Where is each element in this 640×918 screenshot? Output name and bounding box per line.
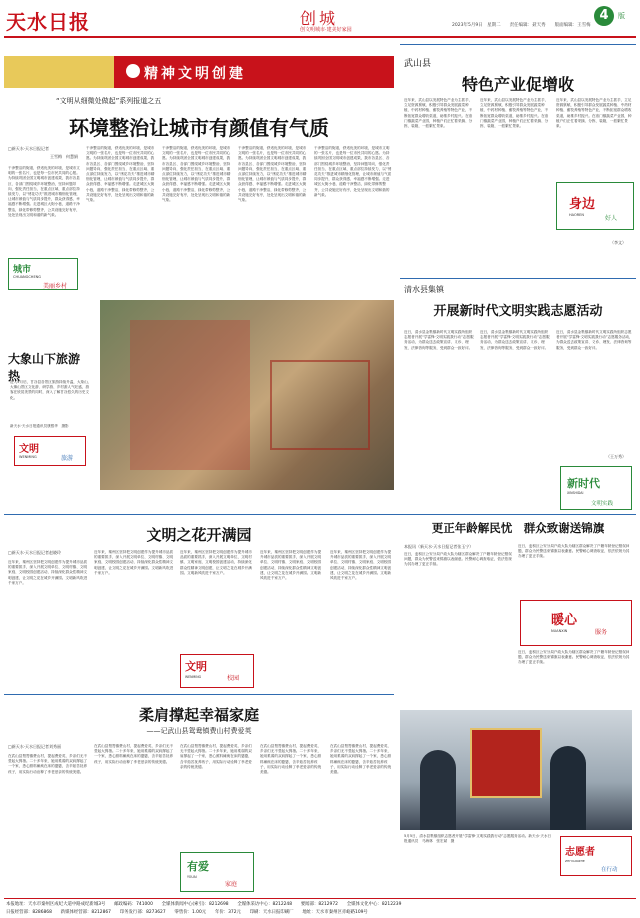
jianti-body-col3: 在武山县鸳鸯镇费山村，提起费爱英，乡亲们无不竖起大拇指。二十多年来，她用柔弱的双肩撑起了一个家，悉心照料瘫痪在床的婆婆，含辛茹苦抚养孩子，用实际行动诠释了孝老爱亲的传统美德。 (180, 744, 252, 769)
person-left (420, 750, 456, 830)
wenming-body-col2: 近年来，秦州区坚持把文明创建作为提升城市品质的重要抓手，深入开展文明单位、文明村镇、文明家庭、文明校园创建活动，持续深化群众性精神文明创建，让文明之花在城乡开满园。文明新风吹进千家万户。 (94, 550, 174, 575)
wenming-headline: 文明之花开满园 (146, 526, 252, 544)
stamp-tag: 旅游 (61, 455, 74, 462)
stamp-word: 暖心 (551, 613, 578, 628)
jianti-body-col2: 在武山县鸳鸯镇费山村，提起费爱英，乡亲们无不竖起大拇指。二十多年来，她用柔弱的双肩撑起了一个家，悉心照料瘫痪在床的婆婆，含辛茹苦抚养孩子，用实际行动诠释了孝老爱亲的传统美德。 (94, 744, 174, 764)
main-story-authors: 王雪梅 何慧娟 (50, 154, 78, 159)
stamp-pinyin: XINSHIDAI (567, 491, 584, 495)
wushan-author: （李文） (610, 240, 626, 245)
stamp-tag: 好人 (605, 215, 618, 222)
stamp-word: 身边 (569, 197, 596, 212)
wenming-body-col1: 近年来，秦州区坚持把文明创建作为提升城市品质的重要抓手，深入开展文明单位、文明村镇、文明家庭、文明校园创建活动，持续深化群众性精神文明创建，让文明之花在城乡开满园。文明新风吹进千家万户。 (8, 560, 88, 585)
section-subtitle: 创文明城市·建美好家园 (300, 27, 352, 33)
wenming-byline: □新天水·天水日报记者赵晓玲 (8, 550, 62, 555)
wenming-travel-stamp (14, 436, 86, 466)
stamp-word: 文明 (19, 444, 39, 455)
jianti-headline: 柔肩撑起幸福家庭 (138, 706, 259, 724)
stamp-pinyin: HAOREN (569, 213, 584, 217)
section-name: 创城 (300, 9, 339, 28)
stamp-word: 有爱 (187, 860, 209, 873)
stamp-word: 新时代 (567, 477, 600, 490)
wenming-school-stamp (180, 654, 254, 688)
wenming-body-col3: 近年来，秦州区坚持把文明创建作为提升城市品质的重要抓手，深入开展文明单位、文明村镇、文明家庭、文明校园创建活动，持续深化群众性精神文明创建，让文明之花在城乡开满园。文明新风吹进千家万户。 (180, 550, 252, 575)
stamp-tag: 校园 (227, 675, 240, 682)
wushan-body-col1: 近年来，武山县以发展特色产业为主抓手，立足资源禀赋，积极引导群众发展蔬菜种植、中药材种植、畜牧养殖等特色产业，不断拓宽群众增收渠道，助推乡村振兴。在洛门镇蔬菜产业园，种植户们正忙着采摘、分拣、装箱，一派繁忙景象。 (404, 98, 473, 129)
jianti-body-col5: 在武山县鸳鸯镇费山村，提起费爱英，乡亲们无不竖起大拇指。二十多年来，她用柔弱的双肩撑起了一个家，悉心照料瘫痪在床的婆婆，含辛茹苦抚养孩子，用实际行动诠释了孝老爱亲的传统美德。 (330, 744, 392, 775)
qingshui-body-col2: 近日，清水县金集镇新时代文明实践所组织志愿者开展“学雷锋·文明实践我行动”志愿服务活动，为群众送去政策宣讲、义诊、理发、法律咨询等服务，受到群众一致好评。 (480, 330, 550, 350)
wushan-body-col3: 近年来，武山县以发展特色产业为主抓手，立足资源禀赋，积极引导群众发展蔬菜种植、中药材种植、畜牧养殖等特色产业，不断拓宽群众增收渠道，助推乡村振兴。在洛门镇蔬菜产业园，种植户们正忙着采摘、分拣、装箱，一派繁忙景象。 (556, 98, 632, 129)
mid-rule (4, 514, 636, 515)
footer-line-2: 日报经营部：8286868 新媒体经营部：8212867 印务发行部：8273627 零售价：1.00元 年价：372元 印刷：天水日报印刷厂 地址：天水市秦州区赤峪路109号 (6, 910, 368, 915)
stamp-word: 文明 (185, 660, 207, 673)
gengzhi-body-col1: 近日，麦积区公安分局户政大队为辖区群众解决了户籍年龄登记错误问题，群众为民警送来锦旗以表谢意。民警耐心调查取证，依法依规为其办理了更正手续。 (404, 552, 512, 567)
daxiangshan-credit: 新天水·天水日报通讯员康银华 摄影 (10, 424, 69, 428)
qingshui-body-col3: 近日，清水县金集镇新时代文明实践所组织志愿者开展“学雷锋·文明实践我行动”志愿服务活动，为群众送去政策宣讲、义诊、理发、法律咨询等服务，受到群众一致好评。 (556, 330, 633, 350)
cliff-temple (270, 360, 370, 450)
qingshui-author: （王万秀） (606, 454, 626, 459)
stamp-pinyin: ZHIYUANZHE (565, 859, 585, 863)
wushan-top-rule (400, 44, 636, 45)
wenming-body-col4: 近年来，秦州区坚持把文明创建作为提升城市品质的重要抓手，深入开展文明单位、文明村镇、文明家庭、文明校园创建活动，持续深化群众性精神文明创建，让文明之花在城乡开满园。文明新风吹进千家万户。 (260, 550, 322, 581)
gengzhi-photo-caption: 5月5日，清水县集镇组织志愿者开展“学雷锋·文明实践我行动”志愿服务活动。新天水·天水日报通讯员 马海林 张宏斌 摄 (404, 834, 552, 844)
silk-banner (470, 728, 542, 798)
main-story-body-col3: 干净整洁的街道，舒适优美的环境，是城市文明的一张名片，也是每一位市民共同的心愿。为持续巩固全国文明城市创建成果，我市各县区、各部门围绕城乡环境整治，坚持问题导向，强化责任担当，在重点区域、重点部位持续发力，以“绣花功夫”推进城市精细化管理，让城市颜值与气质同步提升，群众获得感、幸福感不断增强。走进城区大街小巷，道路干净整洁，绿化带修剪整齐，公共设施完好有序，处处呈现出文明和谐的新气象。 (162, 146, 231, 203)
stamp-pinyin: WENMING (19, 455, 37, 459)
main-story-body-col1: 干净整洁的街道，舒适优美的环境，是城市文明的一张名片，也是每一位市民共同的心愿。为持续巩固全国文明城市创建成果，我市各县区、各部门围绕城乡环境整治，坚持问题导向，强化责任担当，在重点区域、重点部位持续发力，以“绣花功夫”推进城市精细化管理，让城市颜值与气质同步提升，群众获得感、幸福感不断增强。走进城区大街小巷，道路干净整洁，绿化带修剪整齐，公共设施完好有序，处处呈现出文明和谐的新气象。 (8, 166, 80, 217)
main-story-body-col5: 干净整洁的街道，舒适优美的环境，是城市文明的一张名片，也是每一位市民共同的心愿。为持续巩固全国文明城市创建成果，我市各县区、各部门围绕城乡环境整治，坚持问题导向，强化责任担当，在重点区域、重点部位持续发力，以“绣花功夫”推进城市精细化管理，让城市颜值与气质同步提升，群众获得感、幸福感不断增强。走进城区大街小巷，道路干净整洁，绿化带修剪整齐，公共设施完好有序，处处呈现出文明和谐的新气象。 (314, 146, 392, 197)
main-story-kicker: “文明从细微处做起”系列报道之五 (56, 97, 162, 105)
stamp-word: 志愿者 (565, 847, 595, 858)
main-story-body-col4: 干净整洁的街道，舒适优美的环境，是城市文明的一张名片，也是每一位市民共同的心愿。为持续巩固全国文明城市创建成果，我市各县区、各部门围绕城乡环境整治，坚持问题导向，强化责任担当，在重点区域、重点部位持续发力，以“绣花功夫”推进城市精细化管理，让城市颜值与气质同步提升，群众获得感、幸福感不断增强。走进城区大街小巷，道路干净整洁，绿化带修剪整齐，公共设施完好有序，处处呈现出文明和谐的新气象。 (238, 146, 307, 203)
wushan-body-col2: 近年来，武山县以发展特色产业为主抓手，立足资源禀赋，积极引导群众发展蔬菜种植、中药材种植、畜牧养殖等特色产业，不断拓宽群众增收渠道，助推乡村振兴。在洛门镇蔬菜产业园，种植户们正忙着采摘、分拣、装箱，一派繁忙景象。 (480, 98, 549, 129)
wenming-body-col5: 近年来，秦州区坚持把文明创建作为提升城市品质的重要抓手，深入开展文明单位、文明村镇、文明家庭、文明校园创建活动，持续深化群众性精神文明创建，让文明之花在城乡开满园。文明新风吹进千家万户。 (330, 550, 392, 581)
stamp-word: 城市 (13, 265, 32, 275)
stamp-pinyin: WENMING (185, 675, 202, 679)
banner-title: 精神文明创建 (144, 66, 246, 82)
page-label: 版 (618, 12, 625, 20)
main-story-body-col2: 干净整洁的街道，舒适优美的环境，是城市文明的一张名片，也是每一位市民共同的心愿。为持续巩固全国文明城市创建成果，我市各县区、各部门围绕城乡环境整治，坚持问题导向，强化责任担当，在重点区域、重点部位持续发力，以“绣花功夫”推进城市精细化管理，让城市颜值与气质同步提升，群众获得感、幸福感不断增强。走进城区大街小巷，道路干净整洁，绿化带修剪整齐，公共设施完好有序，处处呈现出文明和谐的新气象。 (86, 146, 155, 203)
jianti-body-col1: 在武山县鸳鸯镇费山村，提起费爱英，乡亲们无不竖起大拇指。二十多年来，她用柔弱的双肩撑起了一个家，悉心照料瘫痪在床的婆婆，含辛茹苦抚养孩子，用实际行动诠释了孝老爱亲的传统美德。 (8, 754, 88, 774)
qingshui-headline: 开展新时代文明实践志愿活动 (433, 304, 603, 319)
grotto-photo (100, 300, 394, 490)
jianti-byline: □新天水·天水日报记者刘秀丽 (8, 744, 62, 749)
banner-decoration (4, 56, 114, 88)
city-beauty-stamp (8, 258, 78, 290)
main-story-headline: 环境整治让城市有颜值有气质 (69, 116, 329, 140)
daxiangshan-body: 进入5月后，甘谷县各景区旅游持续升温，大象山、大像山景区文化游、研学游、乡村游人气旺盛，游客在欣赏美景的同时，深入了解甘谷悠久的历史文化。 (10, 380, 92, 400)
jianti-top-rule (4, 694, 394, 695)
stamp-pinyin: YOUAI (187, 875, 197, 879)
jianti-body-col4: 在武山县鸳鸯镇费山村，提起费爱英，乡亲们无不竖起大拇指。二十多年来，她用柔弱的双肩撑起了一个家，悉心照料瘫痪在床的婆婆，含辛茹苦抚养孩子，用实际行动诠释了孝老爱亲的传统美德。 (260, 744, 322, 775)
footer-rule (4, 898, 636, 899)
youai-family-stamp (180, 852, 254, 892)
daxiangshan-headline: 大象山下旅游热 (8, 352, 81, 383)
stamp-tag: 服务 (595, 629, 608, 636)
police-banner-photo (400, 710, 632, 830)
stamp-pinyin: NUANXIN (551, 629, 568, 633)
temple-building (130, 320, 250, 470)
header-rule (4, 36, 636, 38)
wushan-headline: 特色产业促增收 (461, 75, 574, 94)
theme-banner (4, 56, 394, 88)
nuanxin-stamp (520, 600, 632, 646)
volunteer-stamp (560, 836, 632, 876)
footer-line-1: 本报地址：天水市秦州区成纪大道中路成纪新城3号 邮政编码：741000 全媒体新闻中心(索引)：8212698 全媒体采访中心：8212248 要闻部：8212972 全媒体文化中心：8212239 (6, 902, 402, 907)
xinshidai-stamp (560, 466, 632, 510)
jingshen-stamp (556, 182, 634, 230)
wushan-kicker: 武山县 (404, 59, 432, 69)
gengzhi-body-col2: 近日，麦积区公安分局户政大队为辖区群众解决了户籍年龄登记错误问题，群众为民警送来锦旗以表谢意。民警耐心调查取证，依法依规为其办理了更正手续。 (518, 544, 630, 559)
masthead-logo: 天水日报 (6, 10, 90, 34)
jianti-subheadline: ——记武山县鸳鸯镇费山村费爱英 (146, 727, 252, 735)
qingshui-top-rule (400, 278, 636, 279)
stamp-tag: 在行动 (601, 867, 618, 873)
stamp-tag: 美丽乡村 (43, 283, 68, 290)
main-story-byline: □新天水·天水日报记者 (8, 146, 50, 151)
stamp-tag: 文明实践 (591, 501, 614, 507)
person-right (550, 746, 586, 830)
star-icon (126, 64, 140, 78)
qingshui-body-col1: 近日，清水县金集镇新时代文明实践所组织志愿者开展“学雷锋·文明实践我行动”志愿服务活动，为群众送去政策宣讲、义诊、理发、法律咨询等服务，受到群众一致好评。 (404, 330, 474, 350)
qingshui-kicker: 清水县集镇 (404, 285, 444, 294)
stamp-tag: 家庭 (225, 881, 238, 888)
stamp-pinyin: CHUANGCHENG (13, 275, 41, 279)
date-line: 2023年5月9日 星期二 责任编辑：聂天秀 版面编辑：王雪梅 (452, 23, 591, 28)
gengzhi-byline: 本报讯（新天水·天水日报记者张玉宁） (404, 544, 474, 549)
gengzhi-headline: 更正年龄解民忧 群众致谢送锦旗 (431, 521, 605, 535)
page-number-badge: 4 (594, 6, 614, 26)
gengzhi-body-col3: 近日，麦积区公安分局户政大队为辖区群众解决了户籍年龄登记错误问题，群众为民警送来锦旗以表谢意。民警耐心调查取证，依法依规为其办理了更正手续。 (518, 650, 630, 665)
